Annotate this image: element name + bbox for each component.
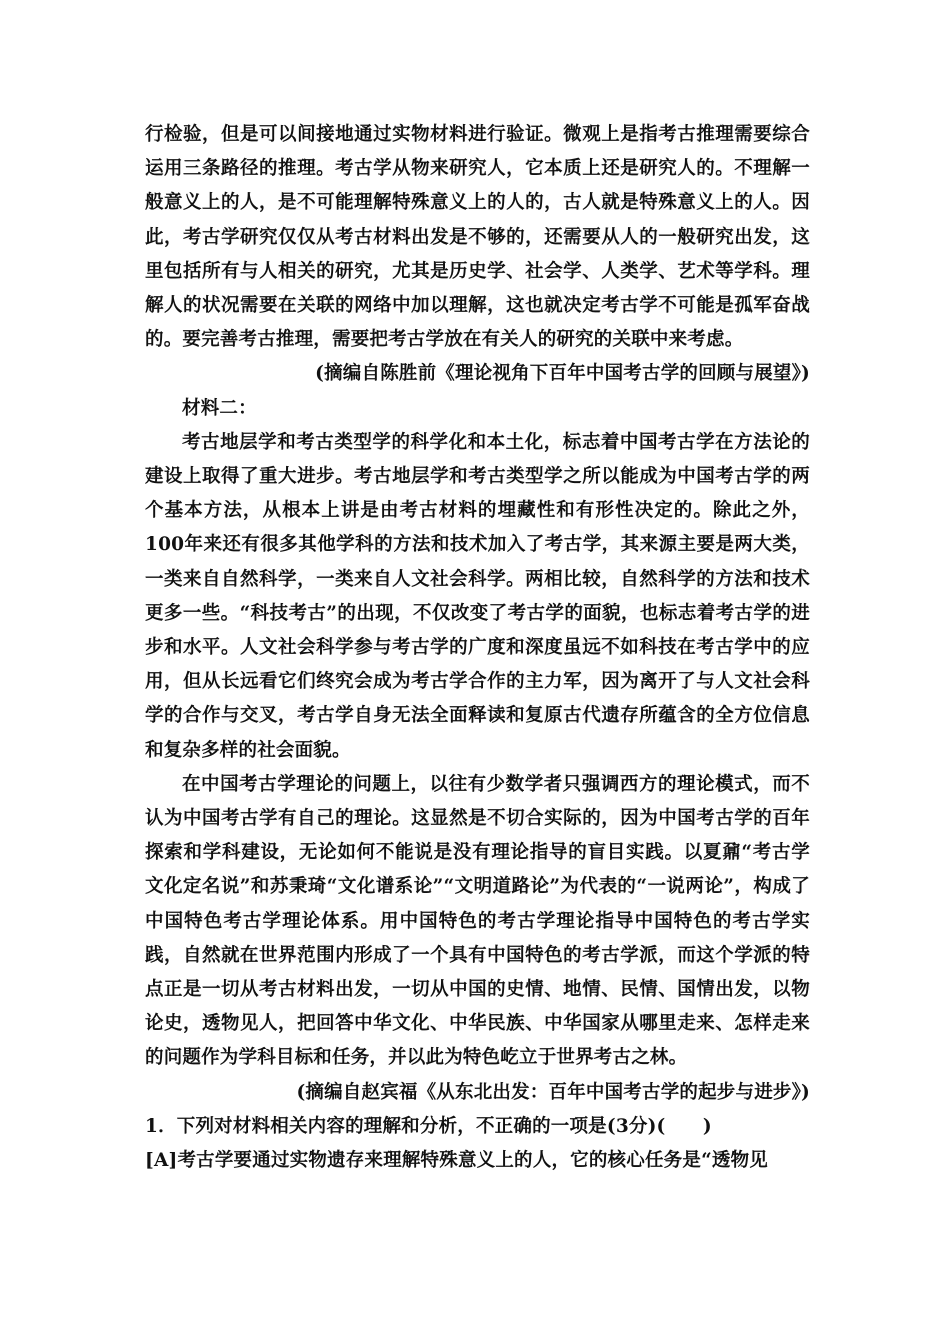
question-1: 1．下列对材料相关内容的理解和分析，不正确的一项是(3分)( ) bbox=[145, 1115, 712, 1137]
source-citation-2: (摘编自赵宾福《从东北出发：百年中国考古学的起步与进步》) bbox=[296, 1081, 810, 1103]
material-2-heading: 材料二： bbox=[182, 397, 257, 419]
material-2-paragraph-1: 考古地层学和考古类型学的科学化和本土化，标志着中国考古学在方法论的建设上取得了重大进步。考古地层学和考古类型学之所以能成为中国考古学的两个基本方法，从根本上讲是由考古材料的埋藏性和有形性决定的。除此之外，100年来还有很多其他学科的方法和技术加入了考古学，其来源主要是两大类，一类来自自然科学，一类来自人文社会科学。两相比较，自然科学的方法和技术更多一些。“科技考古”的出现，不仅改变了考古学的面貌，也标志着考古学的进步和水平。人文社会科学参与考古学的广度和深度虽远不如科技在考古学中的应用，但从长远看它们终究会成为考古学合作的主力军，因为离开了与人文社会科学的合作与交叉，考古学自身无法全面释读和复原古代遗存所蕴含的全方位信息和复杂多样的社会面貌。 bbox=[145, 431, 810, 761]
continuation-paragraph: 行检验，但是可以间接地通过实物材料进行验证。微观上是指考古推理需要综合运用三条路径的推理。考古学从物来研究人，它本质上还是研究人的。不理解一般意义上的人，是不可能理解特殊意义上的人的，古人就是特殊意义上的人。因此，考古学研究仅仅从考古材料出发是不够的，还需要从人的一般研究出发，这里包括所有与人相关的研究，尤其是历史学、社会学、人类学、艺术等学科。理解人的状况需要在关联的网络中加以理解，这也就决定考古学不可能是孤军奋战的。要完善考古推理，需要把考古学放在有关人的研究的关联中来考虑。 bbox=[145, 124, 810, 351]
source-citation-1: (摘编自陈胜前《理论视角下百年中国考古学的回顾与展望》) bbox=[315, 363, 810, 385]
material-2-paragraph-2: 在中国考古学理论的问题上，以往有少数学者只强调西方的理论模式，而不认为中国考古学有自己的理论。这显然是不切合实际的，因为中国考古学的百年探索和学科建设，无论如何不能说是没有理论指导的盲目实践。以夏鼐“考古学文化定名说”和苏秉琦“文化谱系论”“文明道路论”为代表的“一说两论”，构成了中国特色考古学理论体系。用中国特色的考古学理论指导中国特色的考古学实践，自然就在世界范围内形成了一个具有中国特色的考古学派，而这个学派的特点正是一切从考古材料出发，一切从中国的史情、地情、民情、国情出发，以物论史，透物见人，把回答中华文化、中华民族、中华国家从哪里走来、怎样走来的问题作为学科目标和任务，并以此为特色屹立于世界考古之林。 bbox=[145, 773, 810, 1069]
document-body bbox=[145, 118, 810, 1178]
question-1-option-a: [A]考古学要通过实物遗存来理解特殊意义上的人，它的核心任务是“透物见 bbox=[145, 1150, 769, 1172]
